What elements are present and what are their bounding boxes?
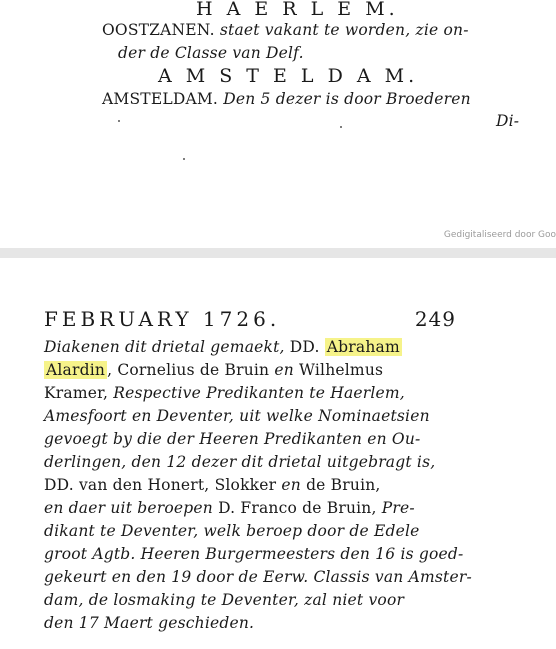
bottom-page: [0, 258, 556, 649]
text-segment: D. Franco de Bruin,: [212, 499, 382, 517]
heading-amsteldam: A M S T E L D A M.: [158, 65, 419, 87]
text-segment: en daer uit beroepen: [44, 499, 213, 517]
page-gap: [0, 248, 556, 258]
heading-haerlem: H A E R L E M.: [196, 0, 399, 20]
text-line-10: groot Agtb. Heeren Burgermeesters den 16 is goed-: [44, 545, 464, 563]
running-header: [44, 307, 456, 331]
text-segment: Respective Predikanten te Haerlem,: [113, 384, 405, 402]
amsteldam-entry: [102, 90, 471, 108]
text-line-12: dam, de losmaking te Deventer, zal niet voor: [44, 591, 405, 609]
oostzanen-entry: [102, 21, 469, 39]
text-segment: , Cornelius de Bruin: [107, 361, 275, 379]
text-line-13: den 17 Maert geschieden.: [44, 614, 255, 632]
amsteldam-line2: Di-: [496, 112, 520, 130]
text-line-6: derlingen, den 12 dezer dit drietal uitgebragt is,: [44, 453, 436, 471]
text-line-2: [44, 361, 383, 379]
top-page-fragment: [0, 0, 556, 248]
amsteldam-place: AMSTELDAM.: [102, 90, 219, 108]
oostzanen-place: OOSTZANEN.: [102, 21, 215, 39]
text-segment: Diakenen dit drietal gemaekt,: [44, 338, 285, 356]
text-line-5: gevoegt by die der Heeren Predikanten en Ou-: [44, 430, 421, 448]
page-number: 249: [414, 307, 456, 331]
text-segment: en: [274, 361, 294, 379]
amsteldam-text: Den 5 dezer is door Broederen: [223, 90, 471, 108]
ink-speck: [340, 126, 342, 128]
running-title: FEBRUARY 1726.: [44, 307, 281, 331]
oostzanen-line2: der de Classe van Delf.: [118, 44, 304, 62]
highlighted-name: Abraham: [326, 338, 400, 356]
text-segment: de Bruin,: [300, 476, 381, 494]
ink-speck: [118, 120, 120, 122]
text-segment: Pre-: [381, 499, 415, 517]
text-segment: Kramer,: [44, 384, 114, 402]
text-segment: DD. van den Honert, Slokker: [44, 476, 282, 494]
highlighted-name: Alardin: [46, 361, 106, 379]
text-line-8: [44, 499, 415, 517]
text-line-11: gekeurt en den 19 door de Eerw. Classis van Amster-: [44, 568, 472, 586]
text-segment: Wilhelmus: [293, 361, 384, 379]
digitization-watermark: Gedigitaliseerd door Goo: [443, 230, 556, 240]
text-line-9: dikant te Deventer, welk beroep door de Edele: [44, 522, 420, 540]
text-segment: en: [281, 476, 301, 494]
text-line-3: [44, 384, 405, 402]
text-line-1: [44, 338, 402, 356]
text-line-4: Amesfoort en Deventer, uit welke Nominaetsien: [44, 407, 430, 425]
text-line-7: [44, 476, 381, 494]
text-segment: DD.: [284, 338, 325, 356]
oostzanen-text: staet vakant te worden, zie on-: [219, 21, 469, 39]
ink-speck: [183, 158, 185, 160]
